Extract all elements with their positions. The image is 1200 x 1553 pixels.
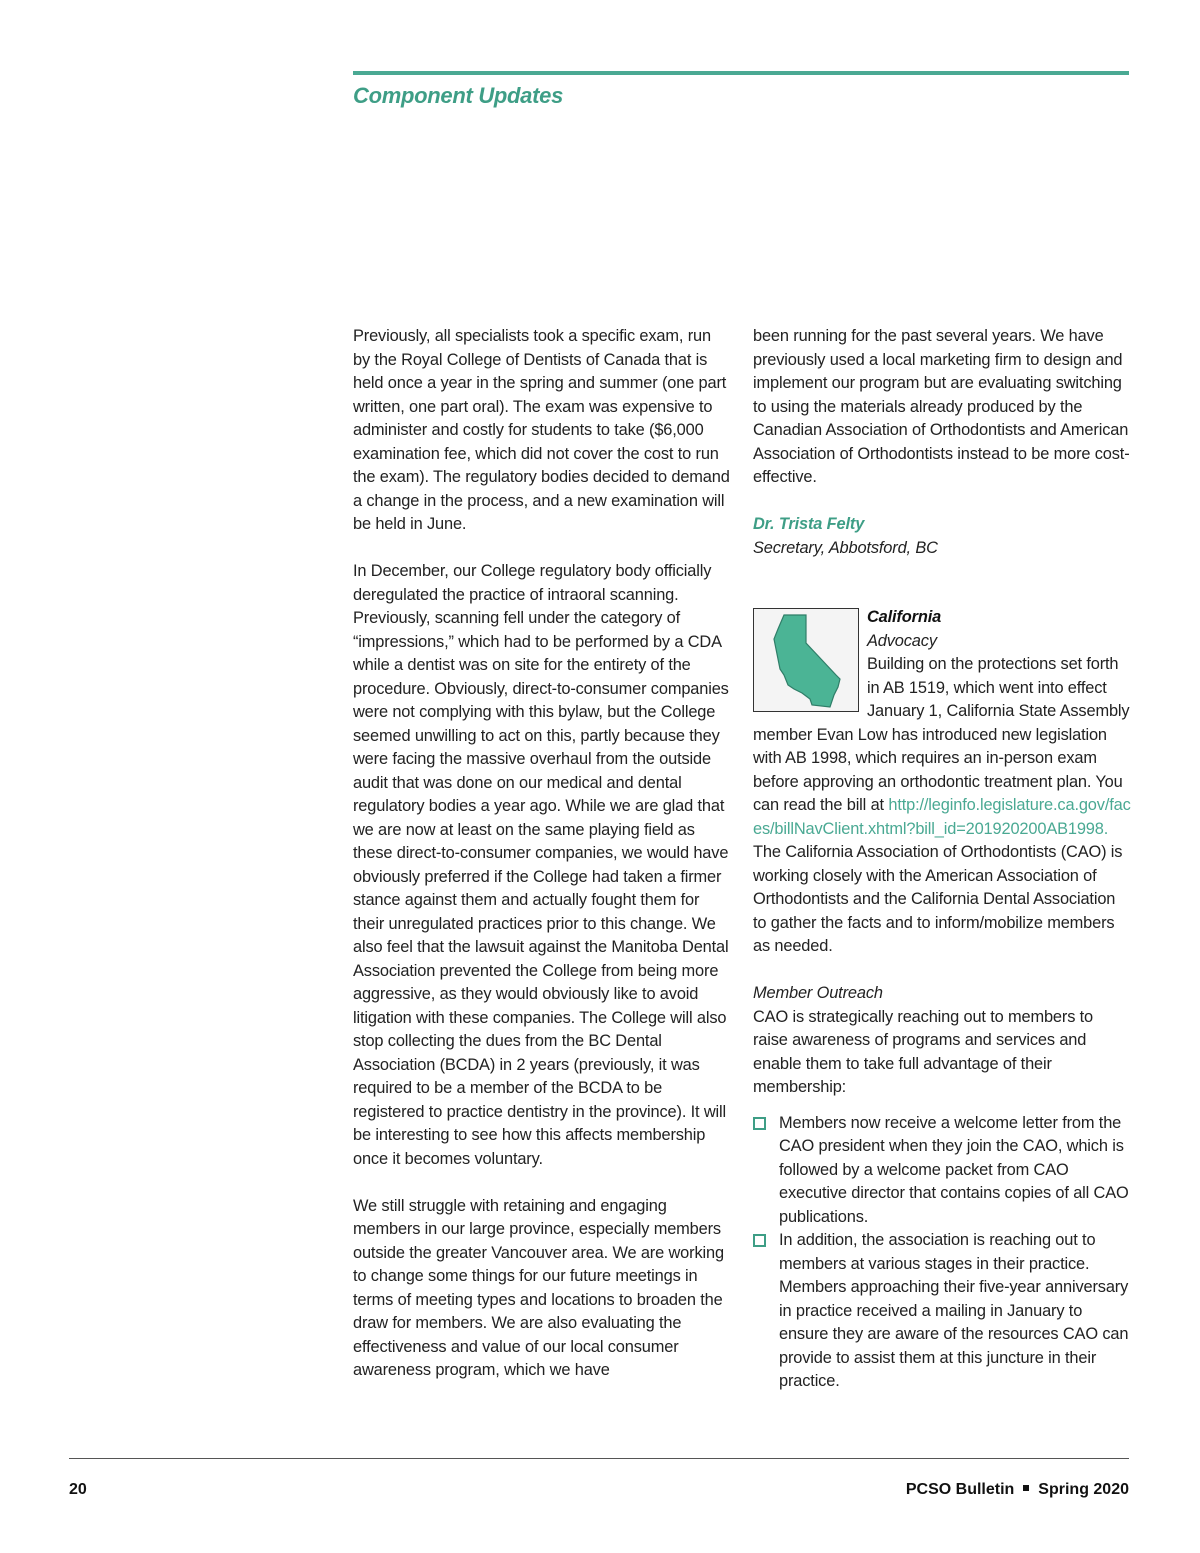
author-title: Secretary, Abbotsford, BC: [753, 538, 938, 557]
bill-link[interactable]: http://leginfo.legislature.ca.gov/faces/billNavClient.xhtml?bill_id=201920200AB1998.: [753, 796, 1131, 838]
square-bullet-icon: [753, 1117, 766, 1130]
list-item: [753, 1229, 1131, 1394]
section-title: Component Updates: [353, 83, 564, 108]
issue-date: Spring 2020: [1038, 1481, 1129, 1498]
california-heading: California: [867, 608, 942, 626]
outreach-block: [753, 982, 1131, 1100]
publication-name: PCSO Bulletin: [905, 1481, 1015, 1498]
footer-publication: [906, 1481, 1129, 1499]
california-map-icon: [753, 608, 859, 712]
header-rule: [353, 71, 1129, 75]
page-number: 20: [69, 1481, 87, 1498]
paragraph-deregulation: In December, our College regulatory body officially deregulated the practice of intraoral scanning. Previously, scanning fell under the category of “impressions,” which had to be performed by a CDA while a dentist was on site for the entirety of the procedure. Obviously, direct-to-consumer companies were not complying with this bylaw, but the College seemed unwilling to act on this, partly because they were facing the massive overhaul from the outside audit that was done on our medical and dental regulatory bodies a year ago. While we are glad that we are now at least on the same playing field as these direct-to-consumer companies, we would have obviously preferred if the College had taken a firmer stance against them and actually fought them for their unregulated practices prior to this change. We also feel that the lawsuit against the Manitoba Dental Association prevented the College from being more aggressive, as they would obviously like to avoid litigation with these companies. The College will also stop collecting the dues from the BC Dental Association (BCDA) in 2 years (previously, it was required to be a member of the BCDA to be registered to practice dentistry in the province). It will be interesting to see how this affects membership once it becomes voluntary.: [353, 562, 729, 1168]
list-item-text: In addition, the association is reaching out to members at various stages in their practice. Members approaching their five-year anniversary in practice received a mailing in January to ensure they are aware of the resources CAO can provide to assist them at this juncture in their practice.: [779, 1231, 1129, 1390]
california-section: [753, 606, 1131, 1394]
outreach-list: [753, 1112, 1131, 1394]
right-column: [753, 325, 1131, 1394]
advocacy-text: Building on the protections set forth in AB 1519, which went into effect January 1, California State Assembly member Evan Low has introduced new legislation with AB 1998, which requires an in-person exam before approving an orthodontic treatment plan. You can read the bill at: [753, 655, 1130, 814]
author-name: Dr. Trista Felty: [753, 515, 865, 533]
list-item-text: Members now receive a welcome letter from the CAO president when they join the CAO, which is followed by a welcome packet from CAO executive director that contains copies of all CAO publications.: [779, 1113, 1129, 1226]
footer-rule: [69, 1458, 1129, 1459]
outreach-heading: Member Outreach: [753, 984, 883, 1002]
author-block: [753, 513, 1131, 560]
advocacy-text-continued: The California Association of Orthodontists (CAO) is working closely with the American Association of Orthodontists and the California Dental Association to gather the facts and to inform/mobilize members as needed.: [753, 843, 1123, 955]
list-item: [753, 1112, 1131, 1230]
paragraph-retention: We still struggle with retaining and engaging members in our large province, especially members outside the greater Vancouver area. We are working to change some things for our future meetings in terms of meeting types and locations to broaden the draw for members. We are also evaluating the effectiveness and value of our local consumer awareness program, which we have: [353, 1196, 724, 1379]
advocacy-heading: Advocacy: [867, 631, 937, 650]
square-bullet-icon: [753, 1234, 766, 1247]
paragraph-continued: been running for the past several years. We have previously used a local marketing firm to design and implement our program but are evaluating switching to using the materials already produced by the Canadian Association of Orthodontists and American Association of Orthodontists instead to be more cost-effective.: [753, 327, 1130, 486]
outreach-intro: CAO is strategically reaching out to members to raise awareness of programs and services and enable them to take full advantage of their membership:: [753, 1007, 1094, 1096]
paragraph-exam: Previously, all specialists took a specific exam, run by the Royal College of Dentists of Canada that is held once a year in the spring and summer (one part written, one part oral). The exam was expensive to administer and costly for students to take ($6,000 examination fee, which did not cover the cost to run the exam). The regulatory bodies decided to demand a change in the process, and a new examination will be held in June.: [353, 327, 730, 533]
square-separator-icon: [1023, 1485, 1029, 1491]
left-column: [353, 325, 731, 1383]
